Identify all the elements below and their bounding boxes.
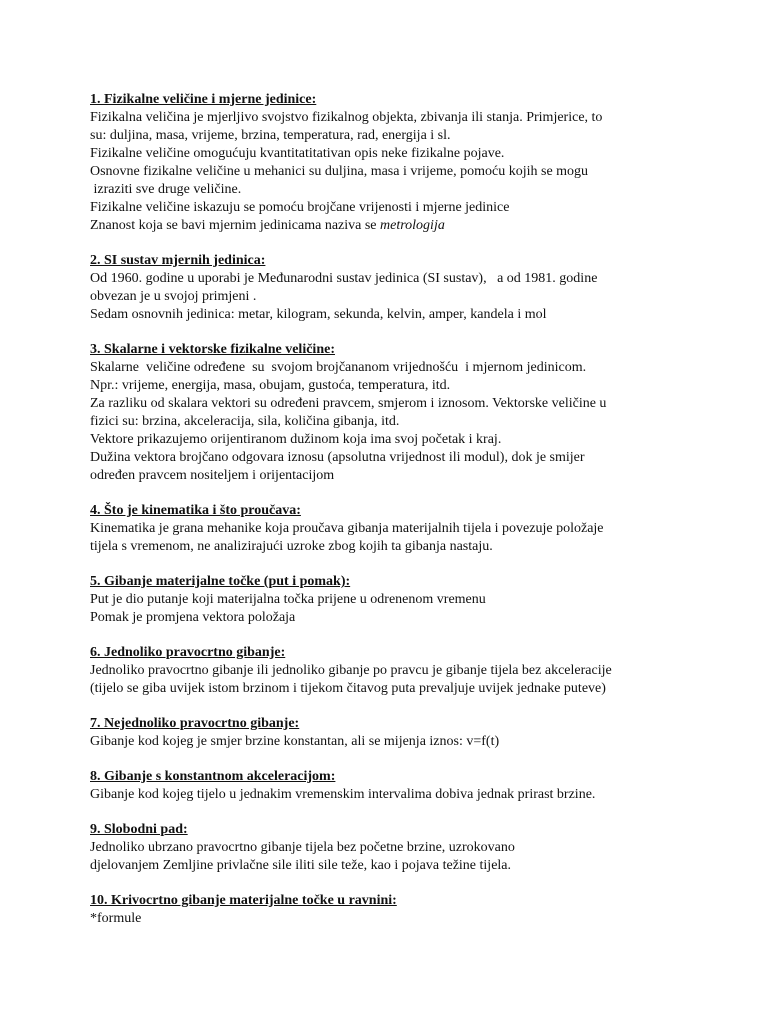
text-line: Npr.: vrijeme, energija, masa, obujam, gustoća, temperatura, itd. (90, 378, 451, 393)
text-line: Fizikalne veličine omogućuju kvantitatitativan opis neke fizikalne pojave. (90, 146, 505, 161)
section-10 (90, 892, 690, 928)
section-9 (90, 821, 690, 875)
section-5 (90, 573, 690, 627)
section-text (90, 839, 690, 875)
section-heading: 7. Nejednoliko pravocrtno gibanje: (90, 716, 300, 731)
section-7 (90, 715, 690, 751)
text-line: Jednoliko ubrzano pravocrtno gibanje tijela bez početne brzine, uzrokovano (90, 840, 515, 855)
text-line: Fizikalna veličina je mjerljivo svojstvo fizikalnog objekta, zbivanja ili stanja. Primjerice, to (90, 110, 603, 125)
text-line: (tijelo se giba uvijek istom brzinom i tijekom čitavog puta prevaljuje uvijek jednake puteve) (90, 681, 606, 696)
text-line: Gibanje kod kojeg tijelo u jednakim vremenskim intervalima dobiva jednak prirast brzine. (90, 787, 596, 802)
text-line: Sedam osnovnih jedinica: metar, kilogram, sekunda, kelvin, amper, kandela i mol (90, 307, 547, 322)
text-line: Vektore prikazujemo orijentiranom dužinom koja ima svoj početak i kraj. (90, 432, 502, 447)
section-text (90, 591, 690, 627)
text-line: Gibanje kod kojeg je smjer brzine konstantan, ali se mijenja iznos: v=f(t) (90, 734, 500, 749)
text-line: Za razliku od skalara vektori su određeni pravcem, smjerom i iznosom. Vektorske veličine u (90, 396, 607, 411)
section-text (90, 910, 690, 928)
text-line: djelovanjem Zemljine privlačne sile iliti sile teže, kao i pojava težine tijela. (90, 858, 512, 873)
section-text (90, 662, 690, 698)
text-line: izraziti sve druge veličine. (90, 182, 242, 197)
text-line: tijela s vremenom, ne analizirajući uzroke zbog kojih ta gibanja nastaju. (90, 539, 493, 554)
text-line: određen pravcem nositeljem i orijentacijom (90, 468, 335, 483)
section-2 (90, 252, 690, 324)
text-line: obvezan je u svojoj primjeni . (90, 289, 257, 304)
text-line: su: duljina, masa, vrijeme, brzina, temperatura, rad, energija i sl. (90, 128, 451, 143)
section-text (90, 786, 690, 804)
section-1 (90, 91, 690, 235)
italic-term: metrologija (380, 218, 445, 233)
text-line: Od 1960. godine u uporabi je Međunarodni sustav jedinica (SI sustav), a od 1981. godine (90, 271, 598, 286)
text-line: Pomak je promjena vektora položaja (90, 610, 296, 625)
document-body (90, 91, 690, 945)
section-text (90, 520, 690, 556)
text-line-prefix: Znanost koja se bavi mjernim jedinicama naziva se (90, 218, 381, 233)
text-line (90, 217, 690, 235)
section-heading: 1. Fizikalne veličine i mjerne jedinice: (90, 92, 317, 107)
section-3 (90, 341, 690, 485)
text-line: Dužina vektora brojčano odgovara iznosu (apsolutna vrijednost ili modul), dok je smijer (90, 450, 585, 465)
section-8 (90, 768, 690, 804)
section-heading: 4. Što je kinematika i što proučava: (90, 503, 301, 518)
text-line: Jednoliko pravocrtno gibanje ili jednoliko gibanje po pravcu je gibanje tijela bez akceleracije (90, 663, 612, 678)
section-text (90, 733, 690, 751)
section-heading: 5. Gibanje materijalne točke (put i pomak): (90, 574, 351, 589)
section-heading: 9. Slobodni pad: (90, 822, 188, 837)
section-text (90, 359, 690, 485)
section-heading: 2. SI sustav mjernih jedinica: (90, 253, 266, 268)
text-line: Kinematika je grana mehanike koja proučava gibanja materijalnih tijela i povezuje položaje (90, 521, 604, 536)
section-text (90, 270, 690, 324)
section-heading: 8. Gibanje s konstantnom akceleracijom: (90, 769, 336, 784)
section-4 (90, 502, 690, 556)
section-heading: 3. Skalarne i vektorske fizikalne veličine: (90, 342, 335, 357)
text-line: Fizikalne veličine iskazuju se pomoću brojčane vrijenosti i mjerne jedinice (90, 200, 510, 215)
section-heading: 6. Jednoliko pravocrtno gibanje: (90, 645, 286, 660)
section-text (90, 109, 690, 235)
text-line: Put je dio putanje koji materijalna točka prijene u odrenenom vremenu (90, 592, 486, 607)
text-line: Osnovne fizikalne veličine u mehanici su duljina, masa i vrijeme, pomoću kojih se mogu (90, 164, 589, 179)
section-6 (90, 644, 690, 698)
text-line: *formule (90, 911, 142, 926)
text-line: fizici su: brzina, akceleracija, sila, količina gibanja, itd. (90, 414, 400, 429)
section-heading: 10. Krivocrtno gibanje materijalne točke u ravnini: (90, 893, 397, 908)
text-line: Skalarne veličine određene su svojom brojčananom vrijednošću i mjernom jedinicom. (90, 360, 587, 375)
